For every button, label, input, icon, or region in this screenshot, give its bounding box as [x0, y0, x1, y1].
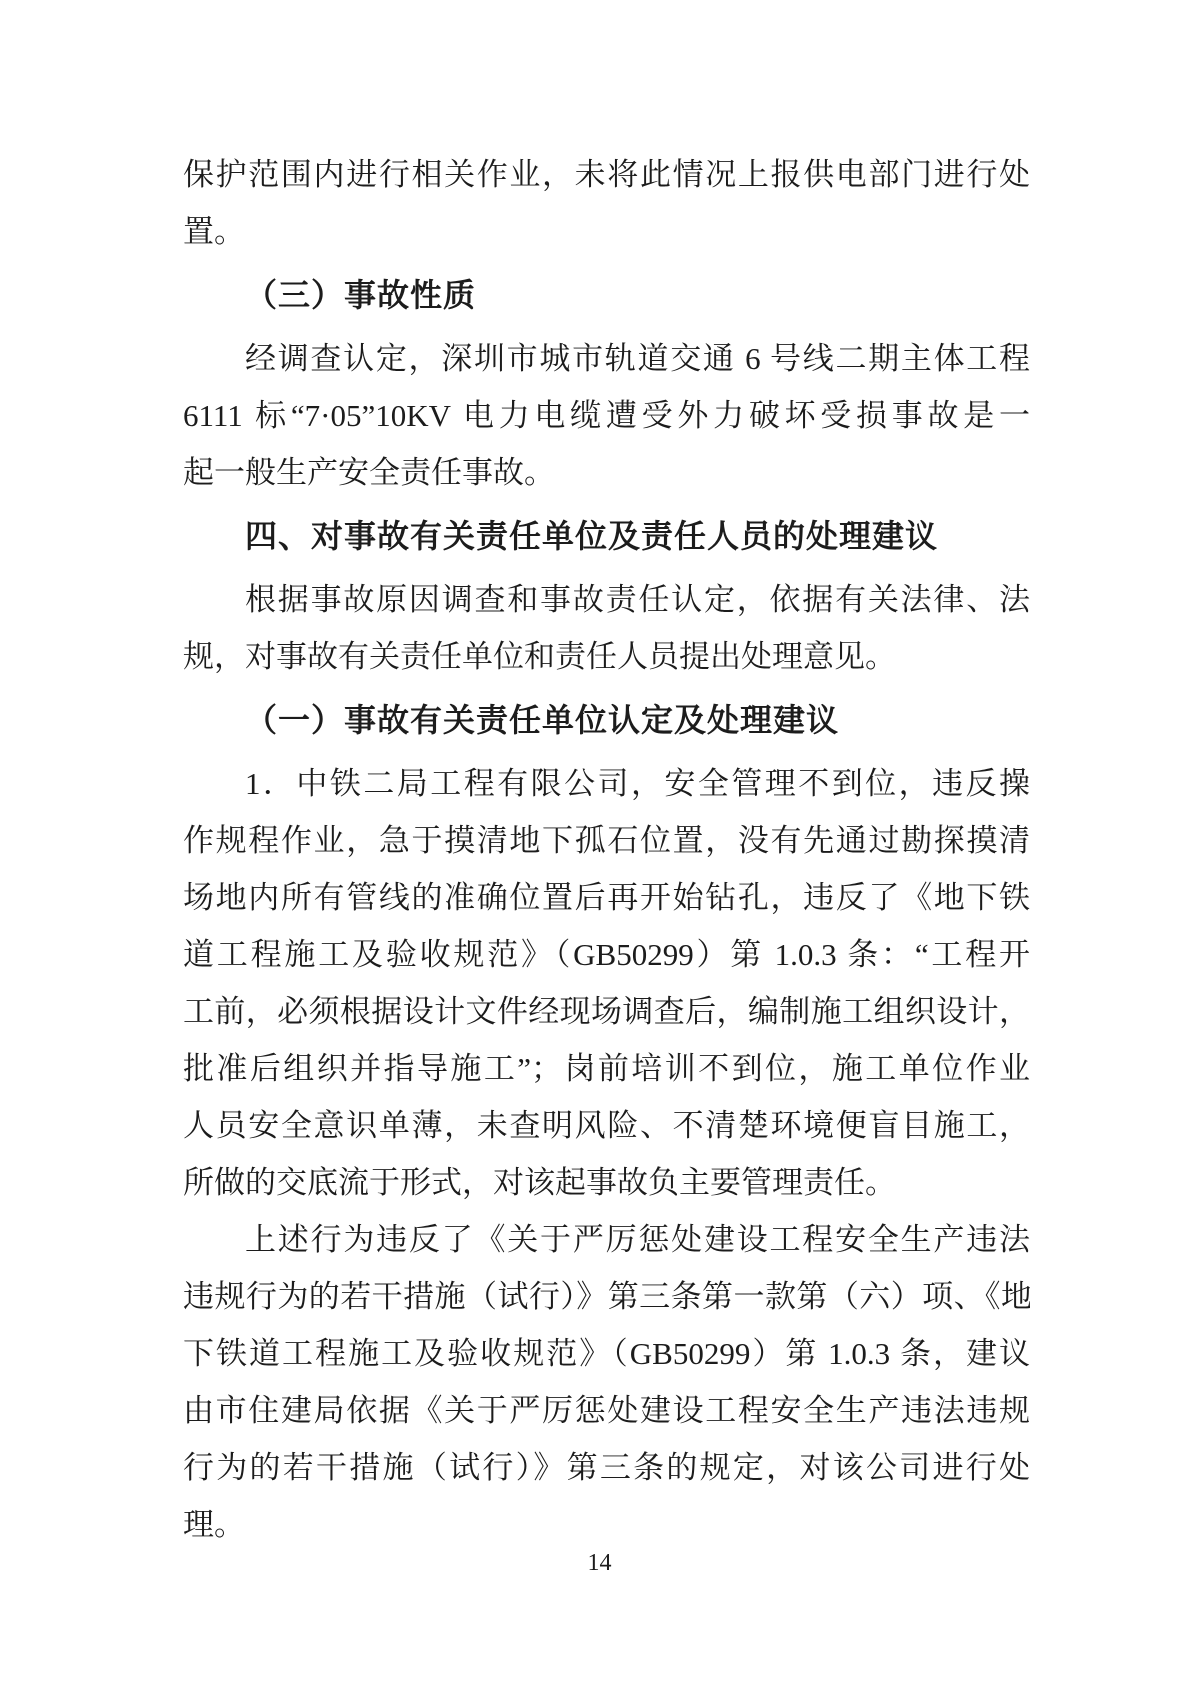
body-line: 道工程施工及验收规范》（GB50299）第 1.0.3 条：“工程开 [183, 937, 1030, 972]
body-line: 根据事故原因调查和事故责任认定，依据有关法律、法 [245, 582, 1030, 617]
body-line: 由市住建局依据《关于严厉惩处建设工程安全生产违法违规 [183, 1393, 1030, 1428]
body-line: 经调查认定，深圳市城市轨道交通 6 号线二期主体工程 [245, 341, 1030, 376]
body-line: 场地内所有管线的准确位置后再开始钻孔，违反了《地下铁 [183, 880, 1030, 915]
page-content [183, 146, 1030, 1553]
body-line: 违规行为的若干措施（试行）》第三条第一款第（六）项、《地 [183, 1279, 1030, 1314]
body-line: 工前，必须根据设计文件经现场调查后，编制施工组织设计， [183, 994, 1030, 1029]
body-line: 起一般生产安全责任事故。 [183, 455, 555, 490]
body-line: 批准后组织并指导施工”；岗前培训不到位，施工单位作业 [183, 1051, 1030, 1086]
body-line: 所做的交底流于形式，对该起事故负主要管理责任。 [183, 1165, 896, 1200]
body-line: 人员安全意识单薄，未查明风险、不清楚环境便盲目施工， [183, 1108, 1030, 1143]
page-number: 14 [587, 1550, 612, 1576]
section-heading: （三）事故性质 [245, 277, 477, 313]
body-line: 行为的若干措施（试行）》第三条的规定，对该公司进行处 [183, 1450, 1030, 1485]
body-line: 上述行为违反了《关于严厉惩处建设工程安全生产违法 [245, 1222, 1030, 1257]
body-line: 规，对事故有关责任单位和责任人员提出处理意见。 [183, 639, 896, 674]
body-line: 保护范围内进行相关作业，未将此情况上报供电部门进行处 [183, 157, 1030, 192]
body-line: 置。 [183, 214, 245, 249]
section-heading: 四、对事故有关责任单位及责任人员的处理建议 [245, 518, 939, 554]
body-line: 下铁道工程施工及验收规范》（GB50299）第 1.0.3 条，建议 [183, 1336, 1030, 1371]
body-line: 1．中铁二局工程有限公司，安全管理不到位，违反操 [245, 766, 1030, 801]
body-line: 作规程作业，急于摸清地下孤石位置，没有先通过勘探摸清 [183, 823, 1030, 858]
body-line: 理。 [183, 1507, 245, 1542]
section-heading: （一）事故有关责任单位认定及处理建议 [245, 702, 840, 738]
body-line: 6111 标“7·05”10KV 电力电缆遭受外力破坏受损事故是一 [183, 398, 1030, 433]
